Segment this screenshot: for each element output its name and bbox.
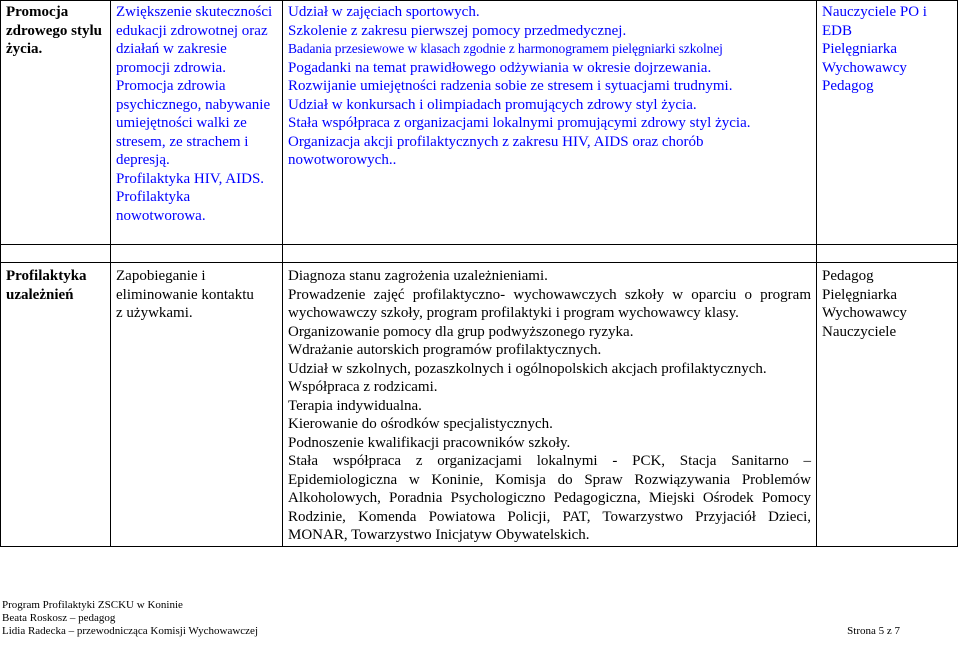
responsible-cell: Pedagog Pielęgniarka Wychowawcy Nauczyciele	[817, 263, 958, 547]
page-footer	[2, 599, 958, 638]
table-spacer-row	[1, 245, 958, 263]
area-cell: Promocja zdrowego stylu życia.	[1, 1, 111, 245]
area-cell: Profilaktyka uzależnień	[1, 263, 111, 547]
tasks-cell: Udział w zajęciach sportowych. Szkolenie z zakresu pierwszej pomocy przedmedycznej. Badania przesiewowe w klasach zgodnie z harmonogramem pielęgniarki szkolnej Pogadanki na temat prawidłowego odżywiania w okresie dojrzewania. Rozwijanie umiejętności radzenia sobie ze stresem i sytuacjami trudnymi. Udział w konkursach i olimpiadach promujących zdrowy styl życia. Stała współpraca z organizacjami lokalnymi promującymi zdrowy styl życia. Organizacja akcji profilaktycznych z zakresu HIV, AIDS oraz chorób nowotworowych..	[283, 1, 817, 245]
responsible-cell: Nauczyciele PO i EDB Pielęgniarka Wychowawcy Pedagog	[817, 1, 958, 245]
footer-program: Program Profilaktyki ZSCKU w Koninie	[2, 599, 183, 611]
goals-cell: Zwiększenie skuteczności edukacji zdrowotnej oraz działań w zakresie promocji zdrowia. Promocja zdrowia psychicznego, nabywanie umiejętności walki ze stresem, ze strachem i depresją. Profilaktyka HIV, AIDS. Profilaktyka nowotworowa.	[111, 1, 283, 245]
table-row	[1, 1, 958, 245]
footer-chair: Lidia Radecka – przewodnicząca Komisji Wychowawczej	[2, 625, 258, 637]
page-number: Strona 5 z 7	[847, 625, 900, 637]
table-row	[1, 263, 958, 547]
footer-author: Beata Roskosz – pedagog	[2, 612, 116, 624]
tasks-cell: Diagnoza stanu zagrożenia uzależnieniami. Prowadzenie zajęć profilaktyczno- wychowawczych szkoły w oparciu o program wychowawczy szkoły, program profilaktyki i program wychowawcy klasy. Organizowanie pomocy dla grup podwyższonego ryzyka. Wdrażanie autorskich programów profilaktycznych. Udział w szkolnych, pozaszkolnych i ogólnopolskich akcjach profilaktycznych. Współpraca z rodzicami. Terapia indywidualna. Kierowanie do ośrodków specjalistycznych. Podnoszenie kwalifikacji pracowników szkoły. Stała współpraca z organizacjami lokalnymi - PCK, Stacja Sanitarno – Epidemiologiczna w Koninie, Komisja do Spraw Rozwiązywania Problemów Alkoholowych, Poradnia Psychologiczno Pedagogiczna, Miejski Ośrodek Pomocy Rodzinie, Komenda Powiatowa Policji, PAT, Towarzystwo Przyjaciół Dzieci, MONAR, Towarzystwo Inicjatyw Obywatelskich.	[283, 263, 817, 547]
goals-cell: Zapobieganie i eliminowanie kontaktu z używkami.	[111, 263, 283, 547]
